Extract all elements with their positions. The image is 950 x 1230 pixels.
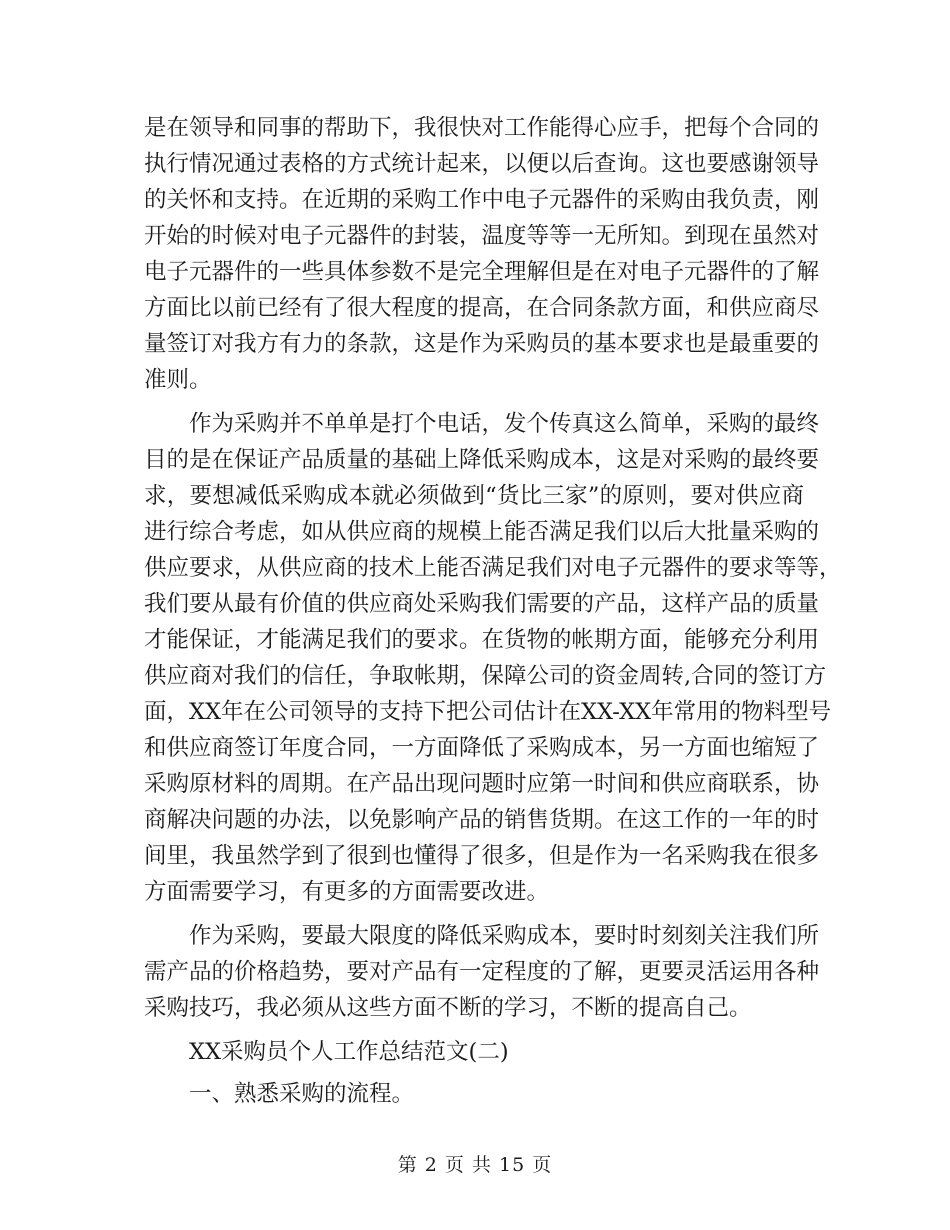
paragraph-2-line-3: 求，要想减低采购成本就必须做到“货比三家”的原则，要对供应商 [144, 483, 804, 509]
paragraph-2-line-9: 面，XX年在公司领导的支持下把公司估计在XX-XX年常用的物料型号 [144, 699, 832, 725]
paragraph-2-line-11: 采购原材料的周期。在产品出现问题时应第一时间和供应商联系，协 [144, 771, 820, 797]
paragraph-2-line-7: 才能保证，才能满足我们的要求。在货物的帐期方面，能够充分利用 [144, 627, 820, 653]
paragraph-2-line-10: 和供应商签订年度合同，一方面降低了采购成本，另一方面也缩短了 [144, 735, 820, 761]
section-subheading: 一、熟悉采购的流程。 [189, 1081, 415, 1107]
paragraph-2-line-12: 商解决问题的办法，以免影响产品的销售货期。在这工作的一年的时 [144, 807, 820, 833]
section-title: XX采购员个人工作总结范文(二) [189, 1039, 509, 1065]
paragraph-1-line-5: 电子元器件的一些具体参数不是完全理解但是在对电子元器件的了解 [144, 259, 820, 285]
paragraph-2-line-13: 间里，我虽然学到了很到也懂得了很多，但是作为一名采购我在很多 [144, 843, 820, 869]
paragraph-2-line-6: 我们要从最有价值的供应商处采购我们需要的产品，这样产品的质量 [144, 591, 820, 617]
page-number-footer: 第 2 页 共 15 页 [397, 1154, 553, 1176]
paragraph-2-line-5: 供应要求，从供应商的技术上能否满足我们对电子元器件的要求等等， [144, 555, 842, 581]
paragraph-3-line-2: 需产品的价格趋势，要对产品有一定程度的了解，更要灵活运用各种 [144, 959, 820, 985]
paragraph-1-line-7: 量签订对我方有力的条款，这是作为采购员的基本要求也是最重要的 [144, 331, 820, 357]
paragraph-1-line-1: 是在领导和同事的帮助下，我很快对工作能得心应手，把每个合同的 [144, 115, 820, 141]
paragraph-3-line-1: 作为采购，要最大限度的降低采购成本，要时时刻刻关注我们所 [189, 923, 820, 949]
paragraph-2-line-14: 方面需要学习，有更多的方面需要改进。 [144, 879, 550, 905]
paragraph-1-line-4: 开始的时候对电子元器件的封装，温度等等一无所知。到现在虽然对 [144, 223, 820, 249]
paragraph-1-line-3: 的关怀和支持。在近期的采购工作中电子元器件的采购由我负责，刚 [144, 187, 820, 213]
paragraph-2-line-1: 作为采购并不单单是打个电话，发个传真这么简单，采购的最终 [189, 411, 820, 437]
paragraph-1-line-8: 准则。 [144, 367, 212, 393]
paragraph-2-line-2: 目的是在保证产品质量的基础上降低采购成本，这是对采购的最终要 [144, 447, 820, 473]
paragraph-1-line-2: 执行情况通过表格的方式统计起来，以便以后查询。这也要感谢领导 [144, 151, 820, 177]
paragraph-1-line-6: 方面比以前已经有了很大程度的提高，在合同条款方面，和供应商尽 [144, 295, 820, 321]
paragraph-2-line-8: 供应商对我们的信任，争取帐期，保障公司的资金周转,合同的签订方 [144, 663, 827, 689]
paragraph-2-line-4: 进行综合考虑，如从供应商的规模上能否满足我们以后大批量采购的 [144, 519, 820, 545]
paragraph-3-line-3: 采购技巧，我必须从这些方面不断的学习，不断的提高自己。 [144, 995, 752, 1021]
